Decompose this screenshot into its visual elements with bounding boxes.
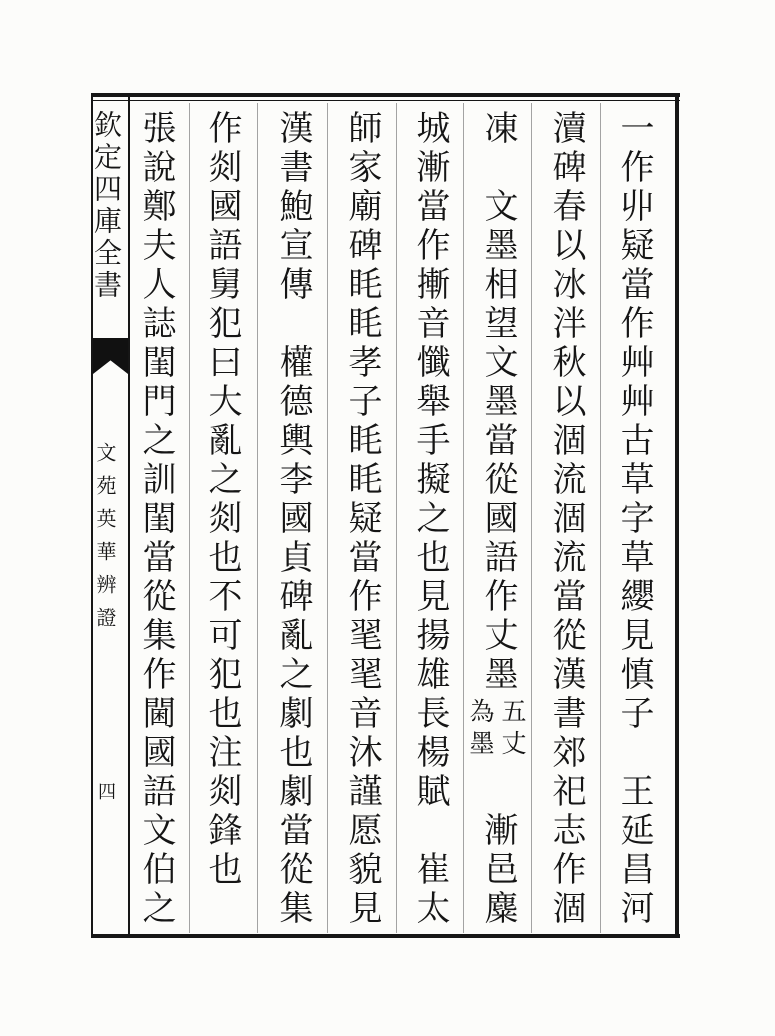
text-column-5 bbox=[340, 110, 384, 938]
section-title: 文苑英華辨證 bbox=[93, 442, 117, 640]
column-rule bbox=[531, 103, 532, 933]
annotation-left: 為墨 bbox=[466, 698, 495, 762]
column-rule bbox=[257, 103, 258, 933]
column-rule bbox=[463, 103, 464, 933]
text-segment: 張說鄭夫人誌閨門之訓閨當從集作閫國語文伯之 bbox=[136, 110, 176, 929]
text-segment: 師家廟碑眊眊孝子眊眊疑當作毣毣音沐謹愿貌見 bbox=[342, 110, 382, 929]
text-segment: 權德輿李國貞碑亂之劇也劇當從集 bbox=[273, 344, 313, 929]
text-segment: 瀆碑春以冰泮秋以涸流涸流當從漢書郊祀志作涸 bbox=[546, 110, 586, 929]
text-segment: 漸邑麋 bbox=[478, 812, 518, 929]
text-segment: 文墨相望文墨當從國語作丈墨 bbox=[478, 188, 518, 695]
text-segment: 一作丱疑當作艸艸古草字草纓見慎子 bbox=[614, 110, 654, 734]
text-column-6 bbox=[271, 110, 315, 938]
annotation-right: 五丈 bbox=[498, 698, 527, 762]
fishtail-mark bbox=[93, 338, 128, 374]
frame-right-line bbox=[675, 93, 679, 938]
text-column-7 bbox=[200, 110, 244, 938]
text-segment: 城漸當作摲音懺舉手擬之也見揚雄長楊賦 bbox=[410, 110, 450, 812]
text-column-1 bbox=[612, 110, 656, 938]
text-column-2 bbox=[544, 110, 588, 938]
column-rule bbox=[600, 103, 601, 933]
margin-divider-line bbox=[128, 93, 130, 938]
page-number: 四 bbox=[95, 782, 116, 800]
text-segment: 作剡國語舅犯曰大亂之剡也不可犯也注剡鋒也 bbox=[202, 110, 242, 890]
text-segment: 漢書鮑宣傳 bbox=[273, 110, 313, 305]
book-title: 欽定四庫全書 bbox=[90, 110, 123, 302]
text-column-3 bbox=[466, 110, 527, 938]
column-rule bbox=[327, 103, 328, 933]
text-segment: 王延昌河 bbox=[614, 773, 654, 929]
frame-top-inner-line bbox=[92, 100, 680, 101]
text-column-4 bbox=[408, 110, 452, 938]
text-segment: 凍 bbox=[478, 110, 518, 149]
text-segment: 崔太 bbox=[410, 851, 450, 929]
frame-top-line bbox=[92, 93, 680, 97]
column-rule bbox=[189, 103, 190, 933]
text-column-8 bbox=[134, 110, 178, 938]
column-rule bbox=[396, 103, 397, 933]
frame-bottom-line bbox=[92, 934, 680, 938]
